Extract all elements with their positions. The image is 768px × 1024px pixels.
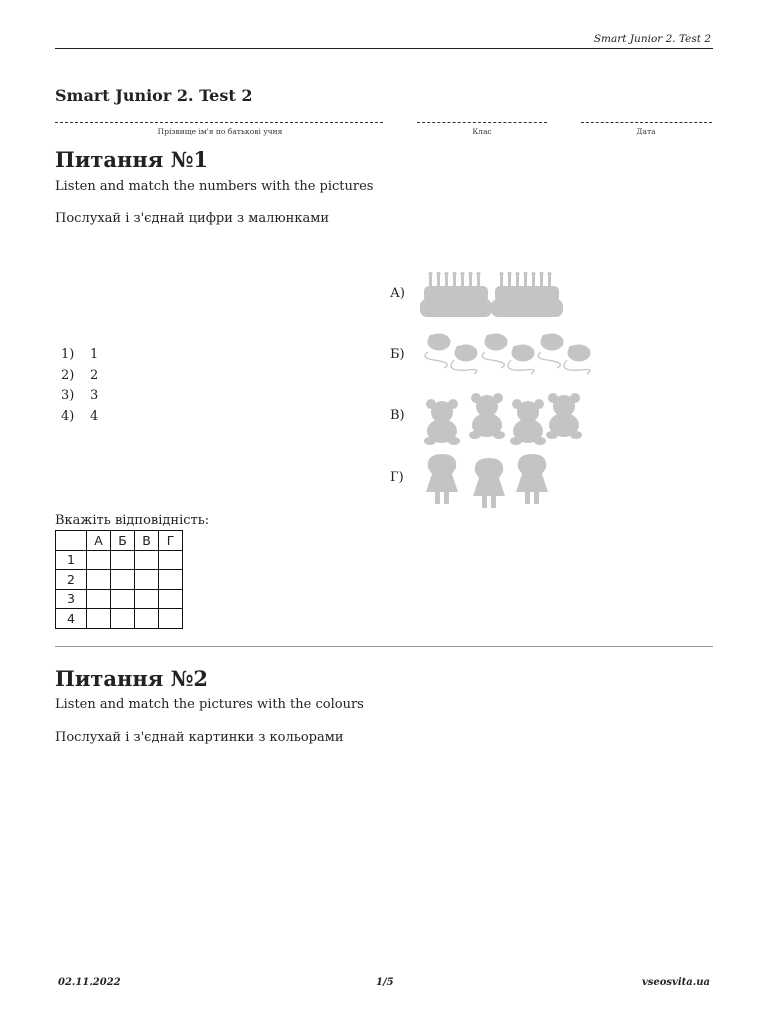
name-field-label: Прізвище ім'я по батькові учня xyxy=(157,127,283,136)
answer-cell[interactable] xyxy=(135,589,159,609)
table-row xyxy=(56,550,183,570)
document-title: Smart Junior 2. Test 2 xyxy=(55,86,253,105)
table-header-cell: А xyxy=(87,531,111,551)
list-item-value: 2 xyxy=(90,367,99,383)
answer-cell[interactable] xyxy=(159,570,183,590)
table-header-row xyxy=(56,531,183,551)
table-row xyxy=(56,609,183,629)
name-field-line[interactable] xyxy=(55,122,383,123)
answer-cell[interactable] xyxy=(111,570,135,590)
answer-cell[interactable] xyxy=(159,550,183,570)
list-item xyxy=(61,366,98,387)
teddy-bears-icon xyxy=(424,393,590,445)
class-field-label: Клас xyxy=(472,127,492,136)
toy-mice-icon xyxy=(424,330,596,378)
table-header-cell: Г xyxy=(159,531,183,551)
question1-title: Питання №1 xyxy=(55,147,209,172)
table-row-header: 1 xyxy=(56,550,87,570)
answer-table xyxy=(55,530,183,629)
running-header-title: Smart Junior 2. Test 2 xyxy=(593,33,711,45)
question1-instruction-uk: Послухай і з'єднай цифри з малюнками xyxy=(55,211,329,226)
table-corner-cell xyxy=(56,531,87,551)
dolls-icon xyxy=(424,452,560,510)
list-item xyxy=(61,407,98,428)
table-row xyxy=(56,570,183,590)
question2-instruction-uk: Послухай і з'єднай картинки з кольорами xyxy=(55,730,344,745)
answer-cell[interactable] xyxy=(159,589,183,609)
birthday-cakes-icon xyxy=(420,272,565,320)
footer-site[interactable]: vseosvita.ua xyxy=(641,977,710,988)
answer-cell[interactable] xyxy=(87,609,111,629)
numbers-list xyxy=(61,345,98,428)
answer-cell[interactable] xyxy=(111,609,135,629)
table-header-cell: В xyxy=(135,531,159,551)
list-item-index: 1) xyxy=(61,347,75,362)
table-row-header: 2 xyxy=(56,570,87,590)
class-field-line[interactable] xyxy=(417,122,547,123)
table-row xyxy=(56,589,183,609)
answer-cell[interactable] xyxy=(135,550,159,570)
question2-title: Питання №2 xyxy=(55,666,209,691)
footer-page-number: 1/5 xyxy=(376,977,394,988)
answer-cell[interactable] xyxy=(159,609,183,629)
table-row-header: 3 xyxy=(56,589,87,609)
list-item-value: 1 xyxy=(90,347,99,362)
option-d-label: Г) xyxy=(390,470,404,485)
list-item-index: 2) xyxy=(61,367,75,383)
question1-instruction-en: Listen and match the numbers with the pictures xyxy=(55,179,374,194)
table-row-header: 4 xyxy=(56,609,87,629)
answer-cell[interactable] xyxy=(87,589,111,609)
answer-cell[interactable] xyxy=(135,570,159,590)
table-header-cell: Б xyxy=(111,531,135,551)
question-separator xyxy=(55,646,713,647)
footer-date: 02.11.2022 xyxy=(58,977,121,988)
answer-cell[interactable] xyxy=(111,589,135,609)
answer-cell[interactable] xyxy=(111,550,135,570)
answer-cell[interactable] xyxy=(87,550,111,570)
option-c-label: В) xyxy=(390,408,405,423)
list-item-value: 3 xyxy=(90,388,99,404)
option-b-label: Б) xyxy=(390,347,405,362)
list-item-value: 4 xyxy=(90,409,99,425)
list-item-index: 4) xyxy=(61,409,75,425)
date-field-label: Дата xyxy=(636,127,656,136)
list-item xyxy=(61,386,98,407)
option-a-label: А) xyxy=(390,286,405,301)
list-item-index: 3) xyxy=(61,388,75,404)
header-rule xyxy=(55,48,713,49)
list-item xyxy=(61,345,98,366)
match-caption: Вкажіть відповідність: xyxy=(55,513,210,528)
date-field-line[interactable] xyxy=(581,122,712,123)
answer-cell[interactable] xyxy=(87,570,111,590)
question2-instruction-en: Listen and match the pictures with the colours xyxy=(55,697,364,712)
answer-cell[interactable] xyxy=(135,609,159,629)
